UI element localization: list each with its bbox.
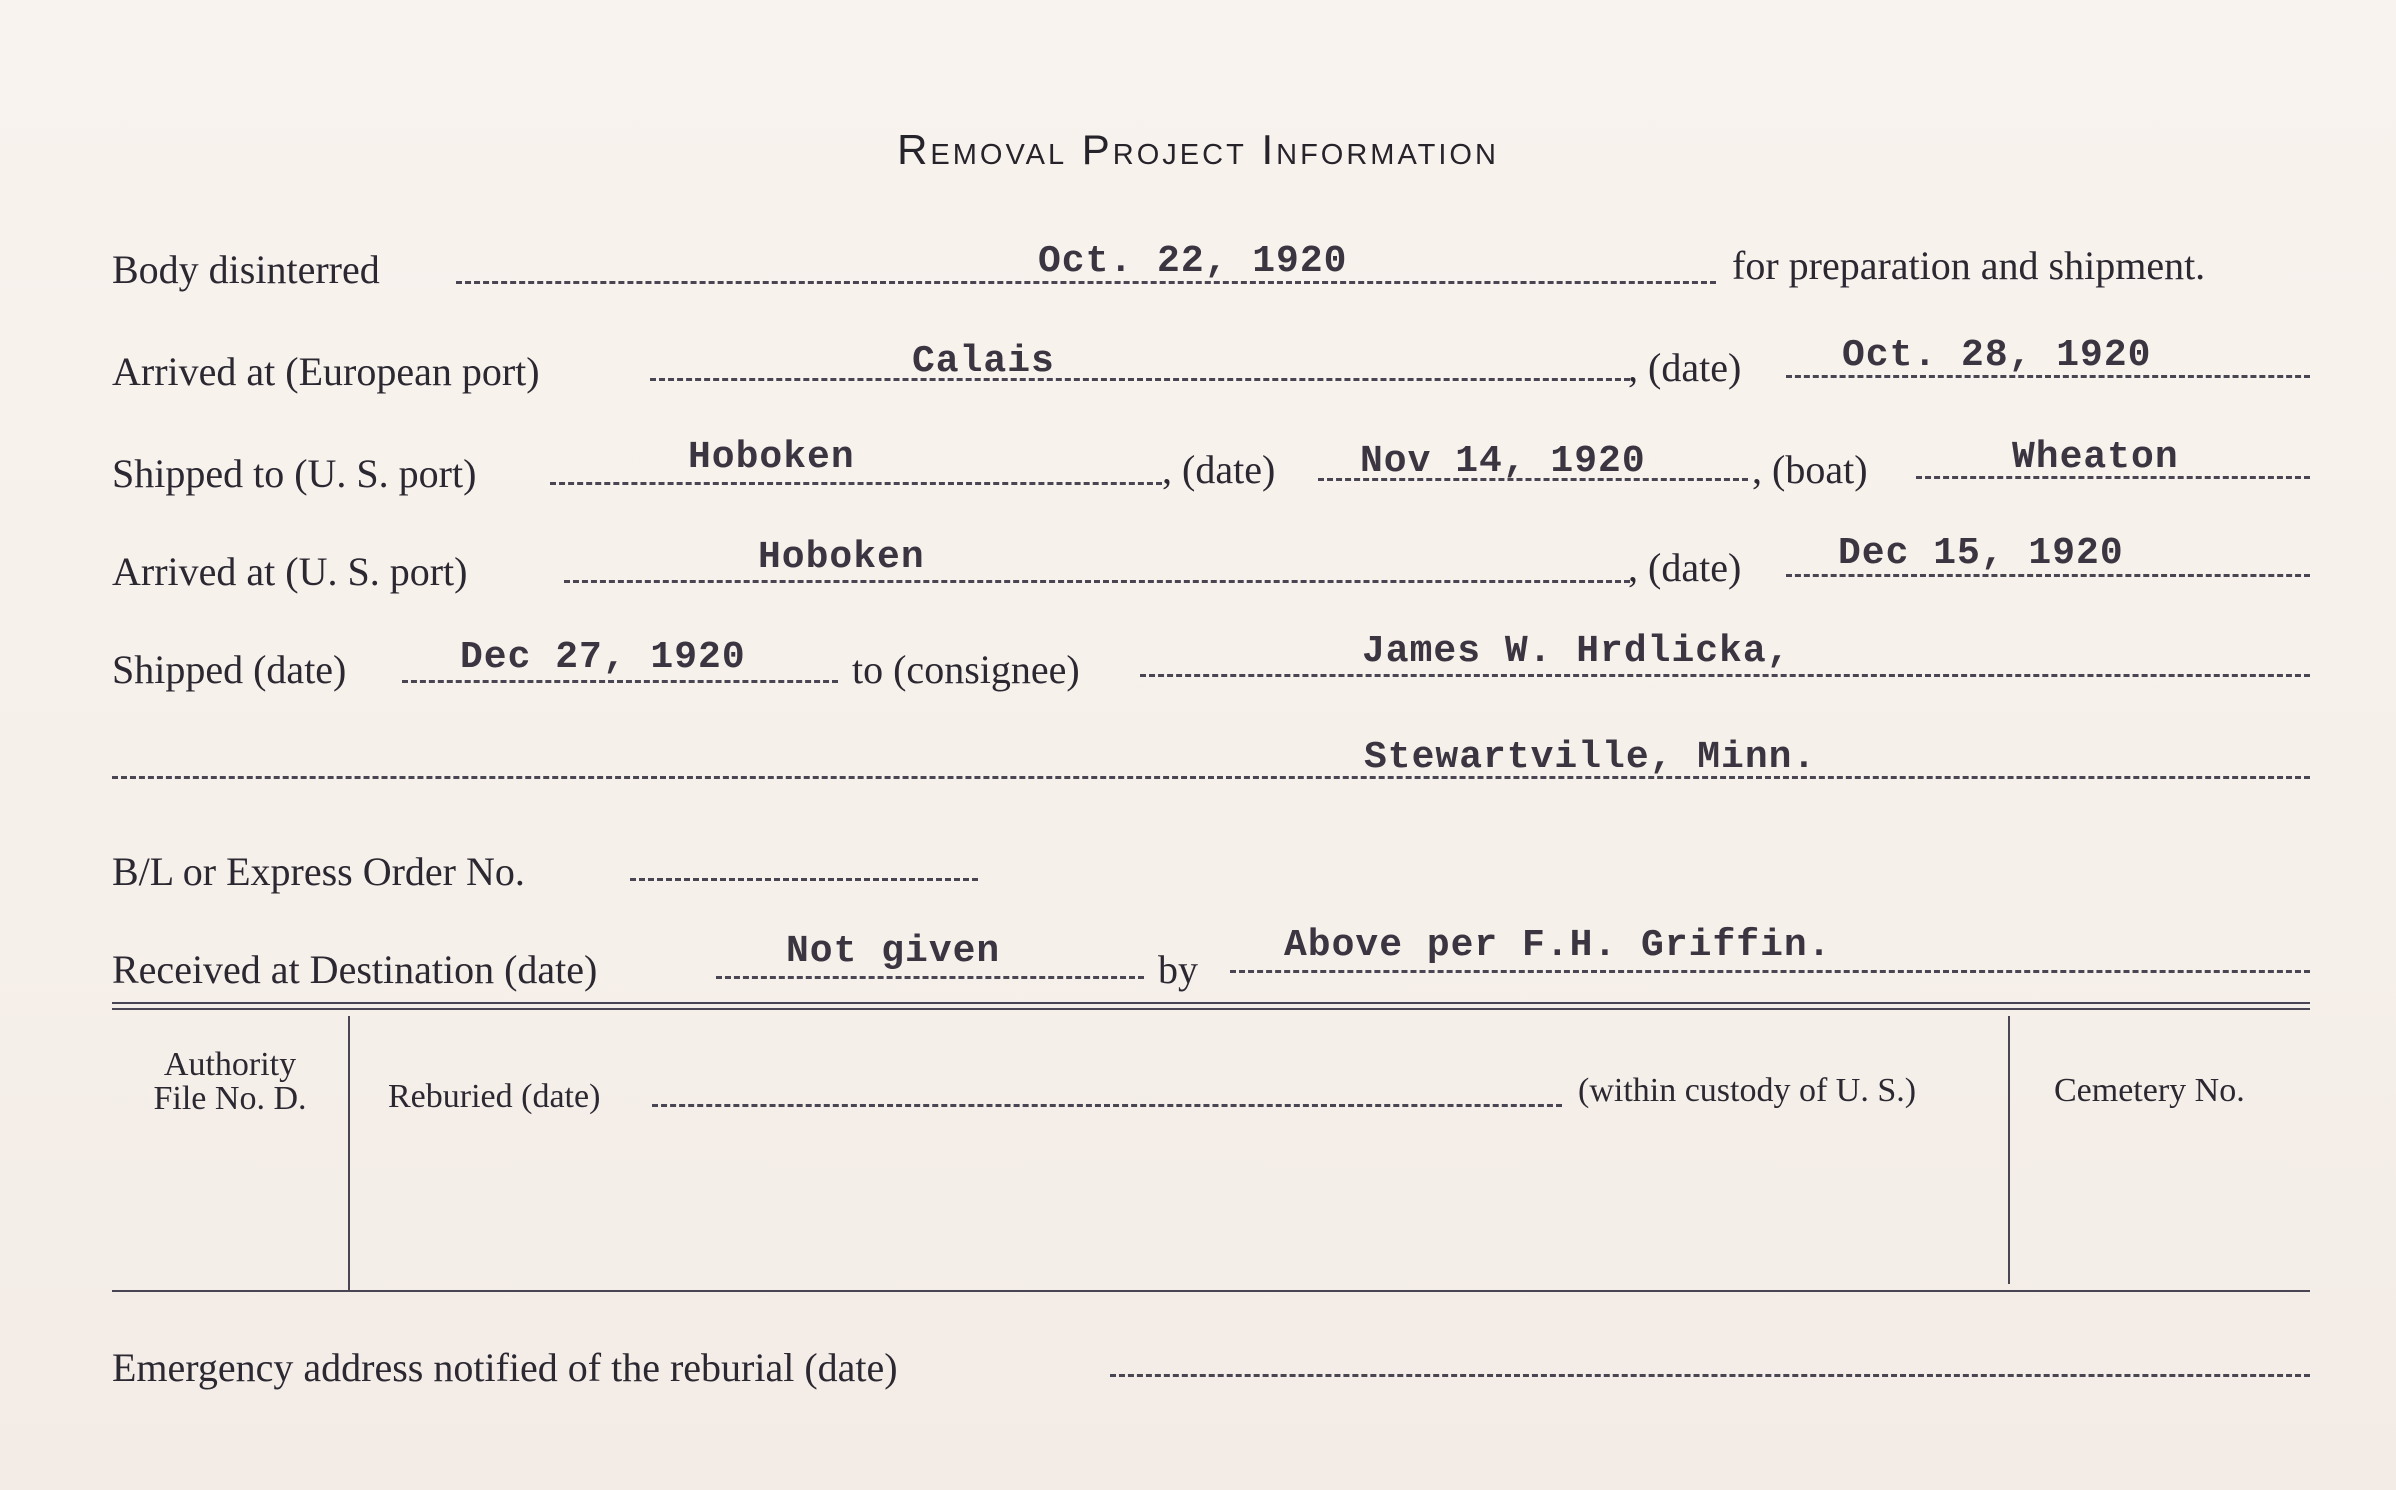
- eu-port-date-value: Oct. 28, 1920: [1842, 334, 2152, 377]
- arrived-us-date-label: , (date): [1628, 545, 1742, 590]
- eu-port-value: Calais: [912, 340, 1055, 383]
- shipped-us-date-label: , (date): [1162, 447, 1276, 492]
- emergency-label: Emergency address notified of the reburial (date): [112, 1345, 898, 1390]
- consignee-address-value: Stewartville, Minn.: [1364, 736, 1817, 779]
- shipped-date-line: [402, 680, 838, 683]
- disinterred-value: Oct. 22, 1920: [1038, 240, 1348, 283]
- card-title: Removal Project Information: [897, 126, 1499, 173]
- eu-port-date-label: , (date): [1628, 345, 1742, 390]
- shipped-date-label: Shipped (date): [112, 647, 347, 692]
- authority-cell: [112, 1048, 348, 1116]
- disinterred-suffix: for preparation and shipment.: [1732, 243, 2206, 288]
- table-top-rule: [112, 1002, 2310, 1004]
- eu-port-label: Arrived at (European port): [112, 349, 540, 394]
- authority-line2: File No. D.: [153, 1080, 307, 1117]
- consignee-label: to (consignee): [852, 647, 1080, 692]
- shipped-us-label: Shipped to (U. S. port): [112, 451, 477, 496]
- arrived-us-value: Hoboken: [758, 536, 925, 579]
- custody-label: (within custody of U. S.): [1578, 1072, 1917, 1109]
- table-divider-left: [348, 1016, 350, 1290]
- authority-line1: Authority: [163, 1046, 297, 1083]
- disinterred-label: Body disinterred: [112, 247, 380, 292]
- received-line: [716, 976, 1144, 979]
- table-bottom-rule: [112, 1290, 2310, 1292]
- shipped-us-date-value: Nov 14, 1920: [1360, 440, 1646, 483]
- arrived-us-date-value: Dec 15, 1920: [1838, 532, 2124, 575]
- arrived-us-label: Arrived at (U. S. port): [112, 549, 468, 594]
- received-by-value: Above per F.H. Griffin.: [1284, 924, 1832, 967]
- received-by-line: [1230, 970, 2310, 973]
- received-label: Received at Destination (date): [112, 947, 598, 992]
- shipped-us-value: Hoboken: [688, 436, 855, 479]
- shipped-date-value: Dec 27, 1920: [460, 636, 746, 679]
- eu-port-line: [650, 378, 1630, 381]
- arrived-us-line: [564, 580, 1630, 583]
- emergency-line: [1110, 1374, 2310, 1377]
- consignee-line: [1140, 674, 2310, 677]
- shipped-us-boat-value: Wheaton: [2012, 436, 2179, 479]
- consignee-value: James W. Hrdlicka,: [1362, 630, 1791, 673]
- received-by-label: by: [1158, 947, 1198, 992]
- cemetery-label: Cemetery No.: [2054, 1072, 2245, 1109]
- bl-line: [630, 878, 978, 881]
- bl-label: B/L or Express Order No.: [112, 849, 525, 894]
- shipped-us-boat-label: , (boat): [1752, 447, 1868, 492]
- consignee-address-line: [112, 776, 2310, 779]
- reburied-label: Reburied (date): [388, 1078, 601, 1115]
- table-top-rule-2: [112, 1008, 2310, 1010]
- received-value: Not given: [786, 930, 1001, 973]
- reburied-line: [652, 1104, 1562, 1107]
- table-divider-right: [2008, 1016, 2010, 1284]
- shipped-us-line: [550, 482, 1162, 485]
